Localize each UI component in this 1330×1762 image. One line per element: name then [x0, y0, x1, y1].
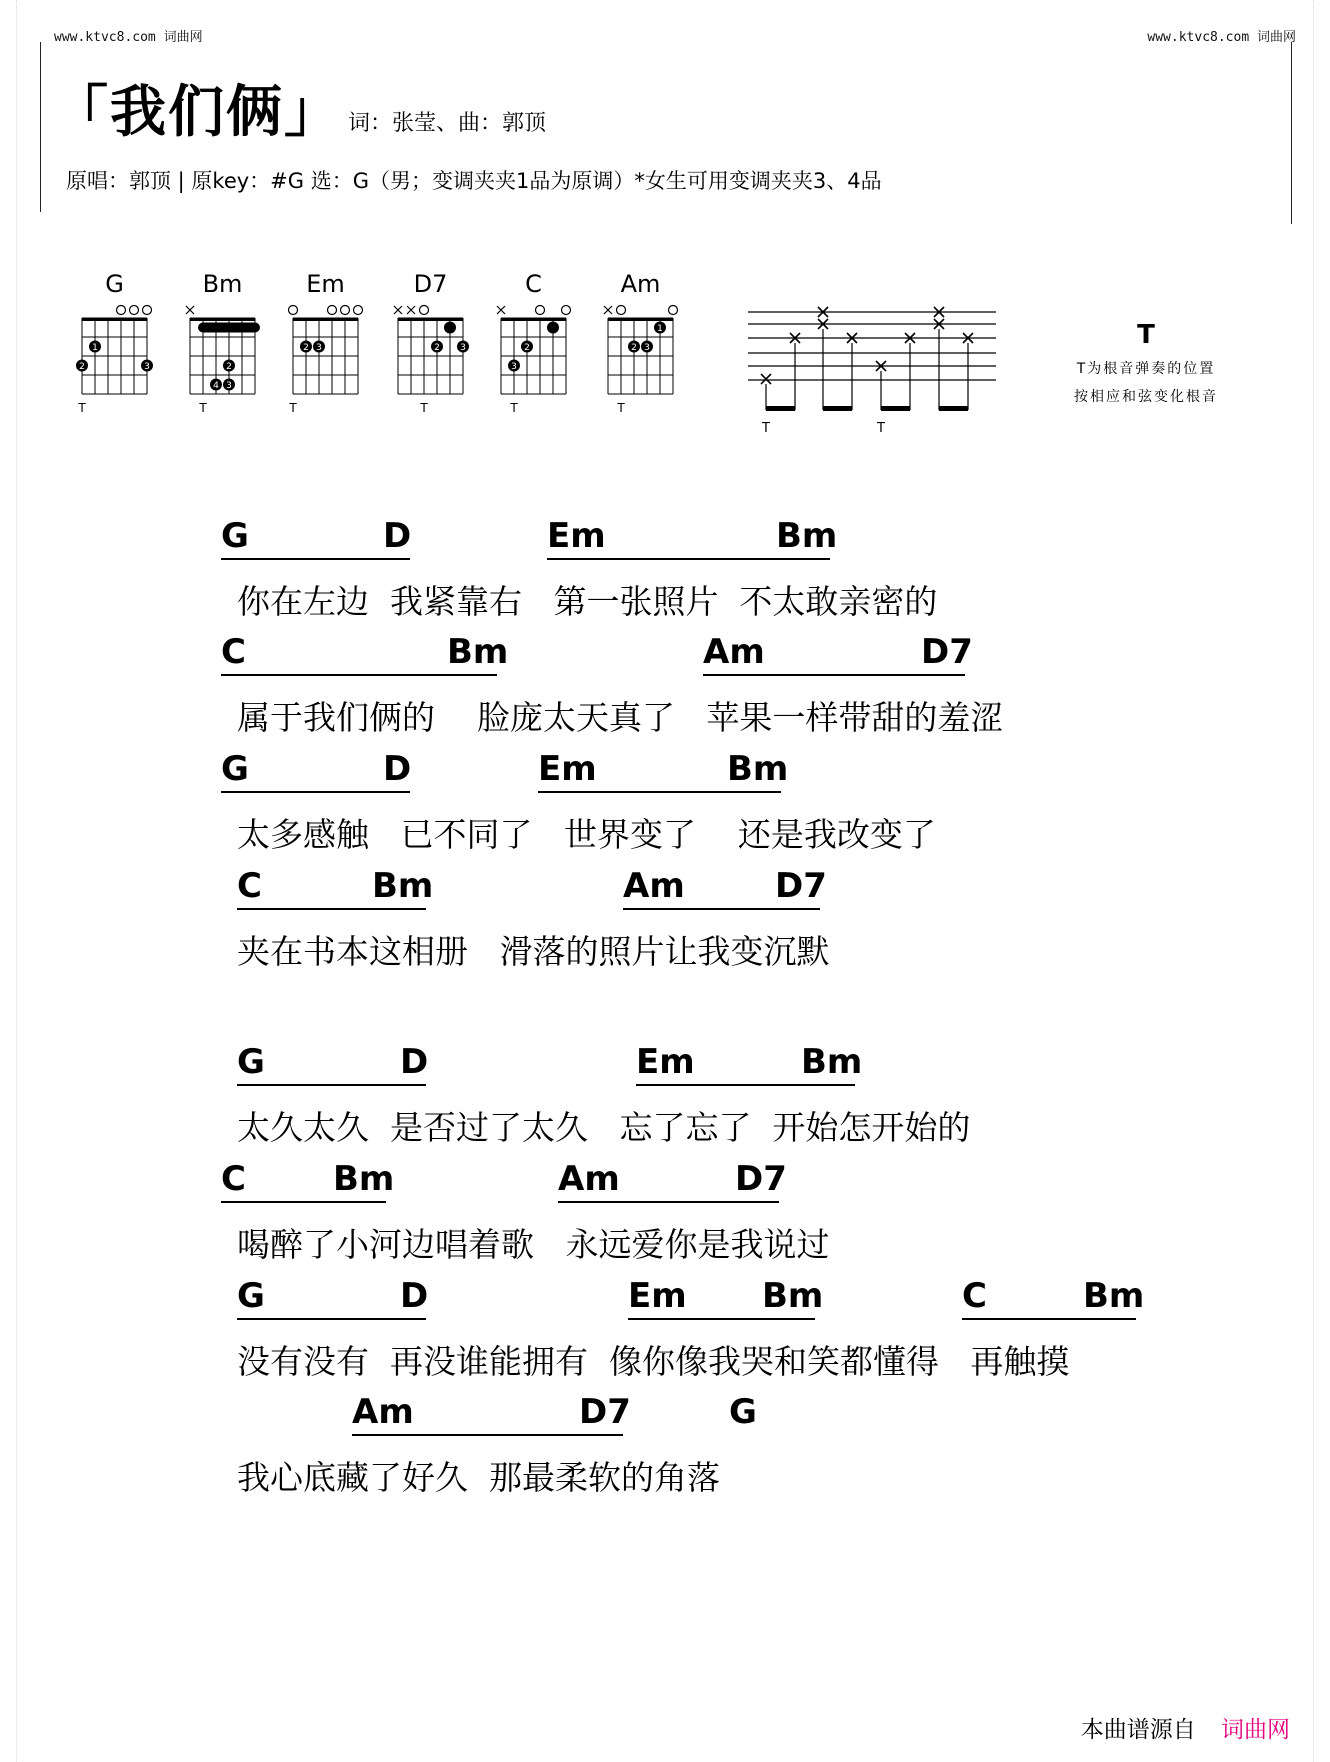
chord-symbol: C [237, 866, 262, 906]
finger-number: 4 [213, 381, 219, 391]
chord-row [0, 1392, 1330, 1436]
chord-underline [636, 1084, 855, 1086]
source-label: 本曲谱源自 [1080, 1717, 1196, 1743]
chord-underline [558, 1201, 779, 1203]
chord-diagram-name: Em [306, 270, 345, 298]
chord-diagram-G [76, 270, 153, 415]
lyric-line: 太多感触 已不同了 世界变了 还是我改变了 [237, 815, 936, 854]
chord-symbol: G [221, 516, 249, 556]
chord-diagram-Em [288, 270, 362, 415]
chord-diagram-Am [604, 270, 678, 415]
lyric-line: 你在左边 我紧靠右 第一张照片 不太敢亲密的 [237, 582, 938, 621]
chord-symbol: Am [623, 866, 685, 906]
chord-symbol: D [400, 1042, 429, 1082]
source-credit [1081, 1711, 1290, 1744]
chord-symbol: G [221, 749, 249, 789]
finger-number: 2 [303, 343, 309, 353]
strum-t-marker-1: T [762, 421, 770, 436]
open-string-marker [328, 306, 337, 315]
chord-diagram-name: D7 [413, 270, 448, 298]
open-string-marker [669, 306, 678, 315]
chord-symbol: D7 [579, 1392, 631, 1432]
finger-number: 1 [657, 324, 663, 334]
open-string-marker [617, 306, 626, 315]
chord-row [0, 1276, 1330, 1320]
site-url-right[interactable]: www.ktvc8.com 词曲网 [1147, 30, 1296, 45]
chord-symbol: Em [538, 749, 597, 789]
chord-diagram-Bm [186, 270, 260, 415]
chord-diagram-name: G [105, 270, 124, 298]
chord-underline [628, 1318, 815, 1320]
chord-diagram-name: C [525, 270, 542, 298]
chord-symbol: D [400, 1276, 429, 1316]
finger-number: 2 [226, 362, 232, 372]
root-note-t-marker: T [617, 401, 625, 415]
site-url-left[interactable]: www.ktvc8.com 词曲网 [54, 30, 203, 45]
muted-string-marker [394, 306, 402, 314]
chord-symbol: Bm [447, 632, 509, 672]
chord-underline [237, 1318, 426, 1320]
strum-staff-lines [748, 312, 996, 380]
chord-underline [703, 674, 965, 676]
open-string-marker [562, 306, 571, 315]
open-string-marker [289, 306, 298, 315]
chord-underline [547, 558, 830, 560]
chord-symbol: Bm [1083, 1276, 1145, 1316]
lyric-line: 夹在书本这相册 滑落的照片让我变沉默 [237, 932, 830, 971]
chord-symbol: Em [636, 1042, 695, 1082]
finger-number: 1 [92, 343, 98, 353]
chord-symbol: C [221, 1159, 246, 1199]
strum-stems [766, 329, 968, 410]
chord-underline [352, 1434, 623, 1436]
chord-row [0, 632, 1330, 676]
chord-underline [237, 908, 426, 910]
chord-underline [221, 791, 410, 793]
muted-string-marker [497, 306, 505, 314]
song-credits: 词：张莹、曲：郭顶 [348, 111, 547, 136]
chord-diagram-C [497, 270, 571, 415]
root-note-symbol: T [1137, 320, 1155, 350]
chord-underline [623, 908, 820, 910]
chord-diagram-D7 [394, 270, 469, 415]
lyric-line: 属于我们俩的 脸庞太天真了 苹果一样带甜的羞涩 [237, 698, 1004, 737]
chord-symbol: Bm [776, 516, 838, 556]
chord-symbol: Am [703, 632, 765, 672]
open-string-marker [341, 306, 350, 315]
chord-row [0, 516, 1330, 560]
chord-diagram-name: Bm [202, 270, 243, 298]
chord-symbol: G [729, 1392, 757, 1432]
barre-marker [198, 323, 260, 333]
chord-underline [221, 674, 497, 676]
strum-t-marker-2: T [877, 421, 885, 436]
finger-number: 3 [511, 362, 517, 372]
muted-string-marker [604, 306, 612, 314]
muted-string-marker [186, 306, 194, 314]
chord-diagram-name: Am [620, 270, 661, 298]
finger-number: 3 [226, 381, 232, 391]
lyric-line: 太久太久 是否过了太久 忘了忘了 开始怎开始的 [237, 1108, 971, 1147]
chord-symbol: Am [352, 1392, 414, 1432]
strum-pattern-diagram [748, 298, 1008, 438]
root-note-line-1: T为根音弹奏的位置 [1076, 361, 1216, 377]
root-note-t-marker: T [510, 401, 518, 415]
chord-underline [221, 558, 410, 560]
chord-symbol: D7 [735, 1159, 787, 1199]
chord-symbol: Bm [372, 866, 434, 906]
finger-number: 2 [434, 343, 440, 353]
chord-symbol: G [237, 1276, 265, 1316]
song-meta: 原唱：郭顶 | 原key：#G 选：G（男；变调夹夹1品为原调）*女生可用变调夹夹3、4品 [66, 169, 882, 193]
strum-x-marks [761, 307, 973, 384]
chord-diagrams [70, 268, 710, 418]
chord-underline [221, 1201, 386, 1203]
finger-number: 3 [460, 343, 466, 353]
chord-underline [237, 1084, 426, 1086]
root-note-legend [1046, 320, 1246, 406]
root-note-line-2: 按相应和弦变化根音 [1074, 389, 1218, 405]
chord-symbol: D7 [921, 632, 973, 672]
lyric-line: 没有没有 再没谁能拥有 像你像我哭和笑都懂得 再触摸 [237, 1342, 1070, 1381]
chord-symbol: Bm [333, 1159, 395, 1199]
chord-row [0, 1159, 1330, 1203]
root-note-t-marker: T [199, 401, 207, 415]
open-string-marker [130, 306, 139, 315]
song-title: 「我们俩」 [52, 80, 342, 145]
finger-number: 2 [631, 343, 637, 353]
finger-number: 3 [644, 343, 650, 353]
chord-symbol: Bm [762, 1276, 824, 1316]
chord-symbol: Am [558, 1159, 620, 1199]
finger-number: 3 [144, 362, 150, 372]
root-note-t-marker: T [78, 401, 86, 415]
open-string-marker [143, 306, 152, 315]
finger-number: 2 [79, 362, 85, 372]
chord-symbol: Bm [727, 749, 789, 789]
chord-underline [538, 791, 781, 793]
open-string-marker [536, 306, 545, 315]
chord-symbol: G [237, 1042, 265, 1082]
chord-row [0, 866, 1330, 910]
open-string-marker [420, 306, 429, 315]
chord-underline [962, 1318, 1136, 1320]
chord-symbol: Em [547, 516, 606, 556]
lyric-line: 我心底藏了好久 那最柔软的角落 [237, 1458, 720, 1497]
strum-beams [766, 406, 968, 411]
finger-number: 2 [524, 343, 530, 353]
finger-dot [444, 322, 456, 334]
chord-symbol: D [383, 749, 412, 789]
chord-symbol: C [962, 1276, 987, 1316]
chord-symbol: Bm [801, 1042, 863, 1082]
root-note-t-marker: T [420, 401, 428, 415]
finger-dot [547, 322, 559, 334]
chord-row [0, 1042, 1330, 1086]
root-note-t-marker: T [289, 401, 297, 415]
chord-symbol: D7 [775, 866, 827, 906]
header-bracket-right [1291, 42, 1292, 224]
header-bracket-left [40, 42, 51, 212]
chord-symbol: Em [628, 1276, 687, 1316]
lyric-line: 喝醉了小河边唱着歌 永远爱你是我说过 [237, 1225, 830, 1264]
open-string-marker [117, 306, 126, 315]
chord-symbol: D [383, 516, 412, 556]
chord-row [0, 749, 1330, 793]
chord-diagram-layer [76, 270, 678, 415]
source-brand-link[interactable]: 词曲网 [1221, 1717, 1290, 1743]
finger-number: 3 [316, 343, 322, 353]
open-string-marker [354, 306, 363, 315]
muted-string-marker [407, 306, 415, 314]
chord-symbol: C [221, 632, 246, 672]
